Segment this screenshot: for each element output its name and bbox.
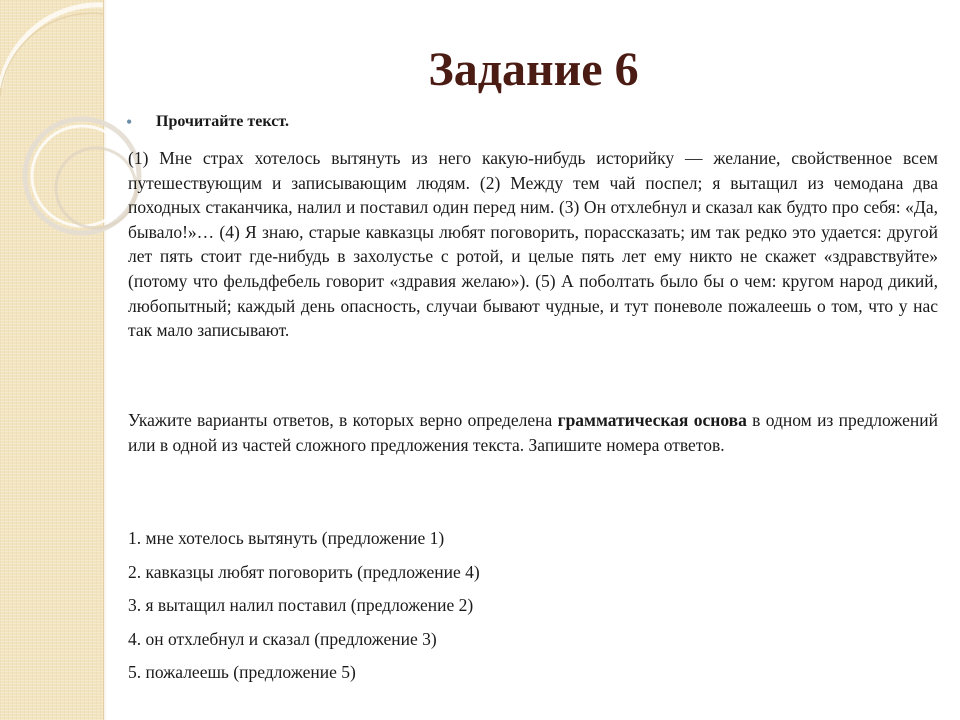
- sidebar-texture: [0, 0, 104, 720]
- bullet-icon: •: [126, 112, 133, 132]
- bullet-item: [126, 112, 289, 132]
- passage-text: (1) Мне страх хотелось вытянуть из него какую-нибудь историйку — желание, свойственное всем путешествующим и записывающим людям. (2) Между тем чай поспел; я вытащил из чемодана два походных стаканчика, налил и поставил один перед ним. (3) Он отхлебнул и сказал как будто про себя: «Да, бывало!»… (4) Я знаю, старые кавказцы любят поговорить, порассказать; им так редко это удается: другой лет пять стоит где-нибудь в захолустье с ротой, и целые пять лет ему никто не скажет «здравствуйте» (потому что фельдфебель говорит «здравия желаю»). (5) А поболтать было бы о чем: кругом народ дикий, любопытный; каждый день опасность, случаи бывают чудные, и тут поневоле пожалеешь о том, что у нас так мало записывают.: [128, 148, 938, 341]
- task-text: [128, 408, 938, 457]
- bullet-text: Прочитайте текст.: [156, 113, 289, 130]
- task-text-bold: грамматическая основа: [557, 410, 747, 430]
- answer-option-3: 3. я вытащил налил поставил (предложение 2): [128, 595, 474, 615]
- answer-list: [128, 526, 938, 694]
- answer-option-4: 4. он отхлебнул и сказал (предложение 3): [128, 628, 437, 649]
- slide-title: Задание 6: [428, 43, 639, 96]
- answer-option-5: 5. пожалеешь (предложение 5): [128, 662, 356, 682]
- answer-option-1: 1. мне хотелось вытянуть (предложение 1): [128, 528, 445, 548]
- answer-option-2: 2. кавказцы любят поговорить (предложение 4): [128, 561, 480, 582]
- task-text-before: Укажите варианты ответов, в которых верно определена: [128, 410, 558, 430]
- task-text-after: в одном из предложений или в одной из частей сложного предложения текста. Запишите номера ответов.: [128, 410, 938, 455]
- sidebar-edge: [103, 0, 107, 720]
